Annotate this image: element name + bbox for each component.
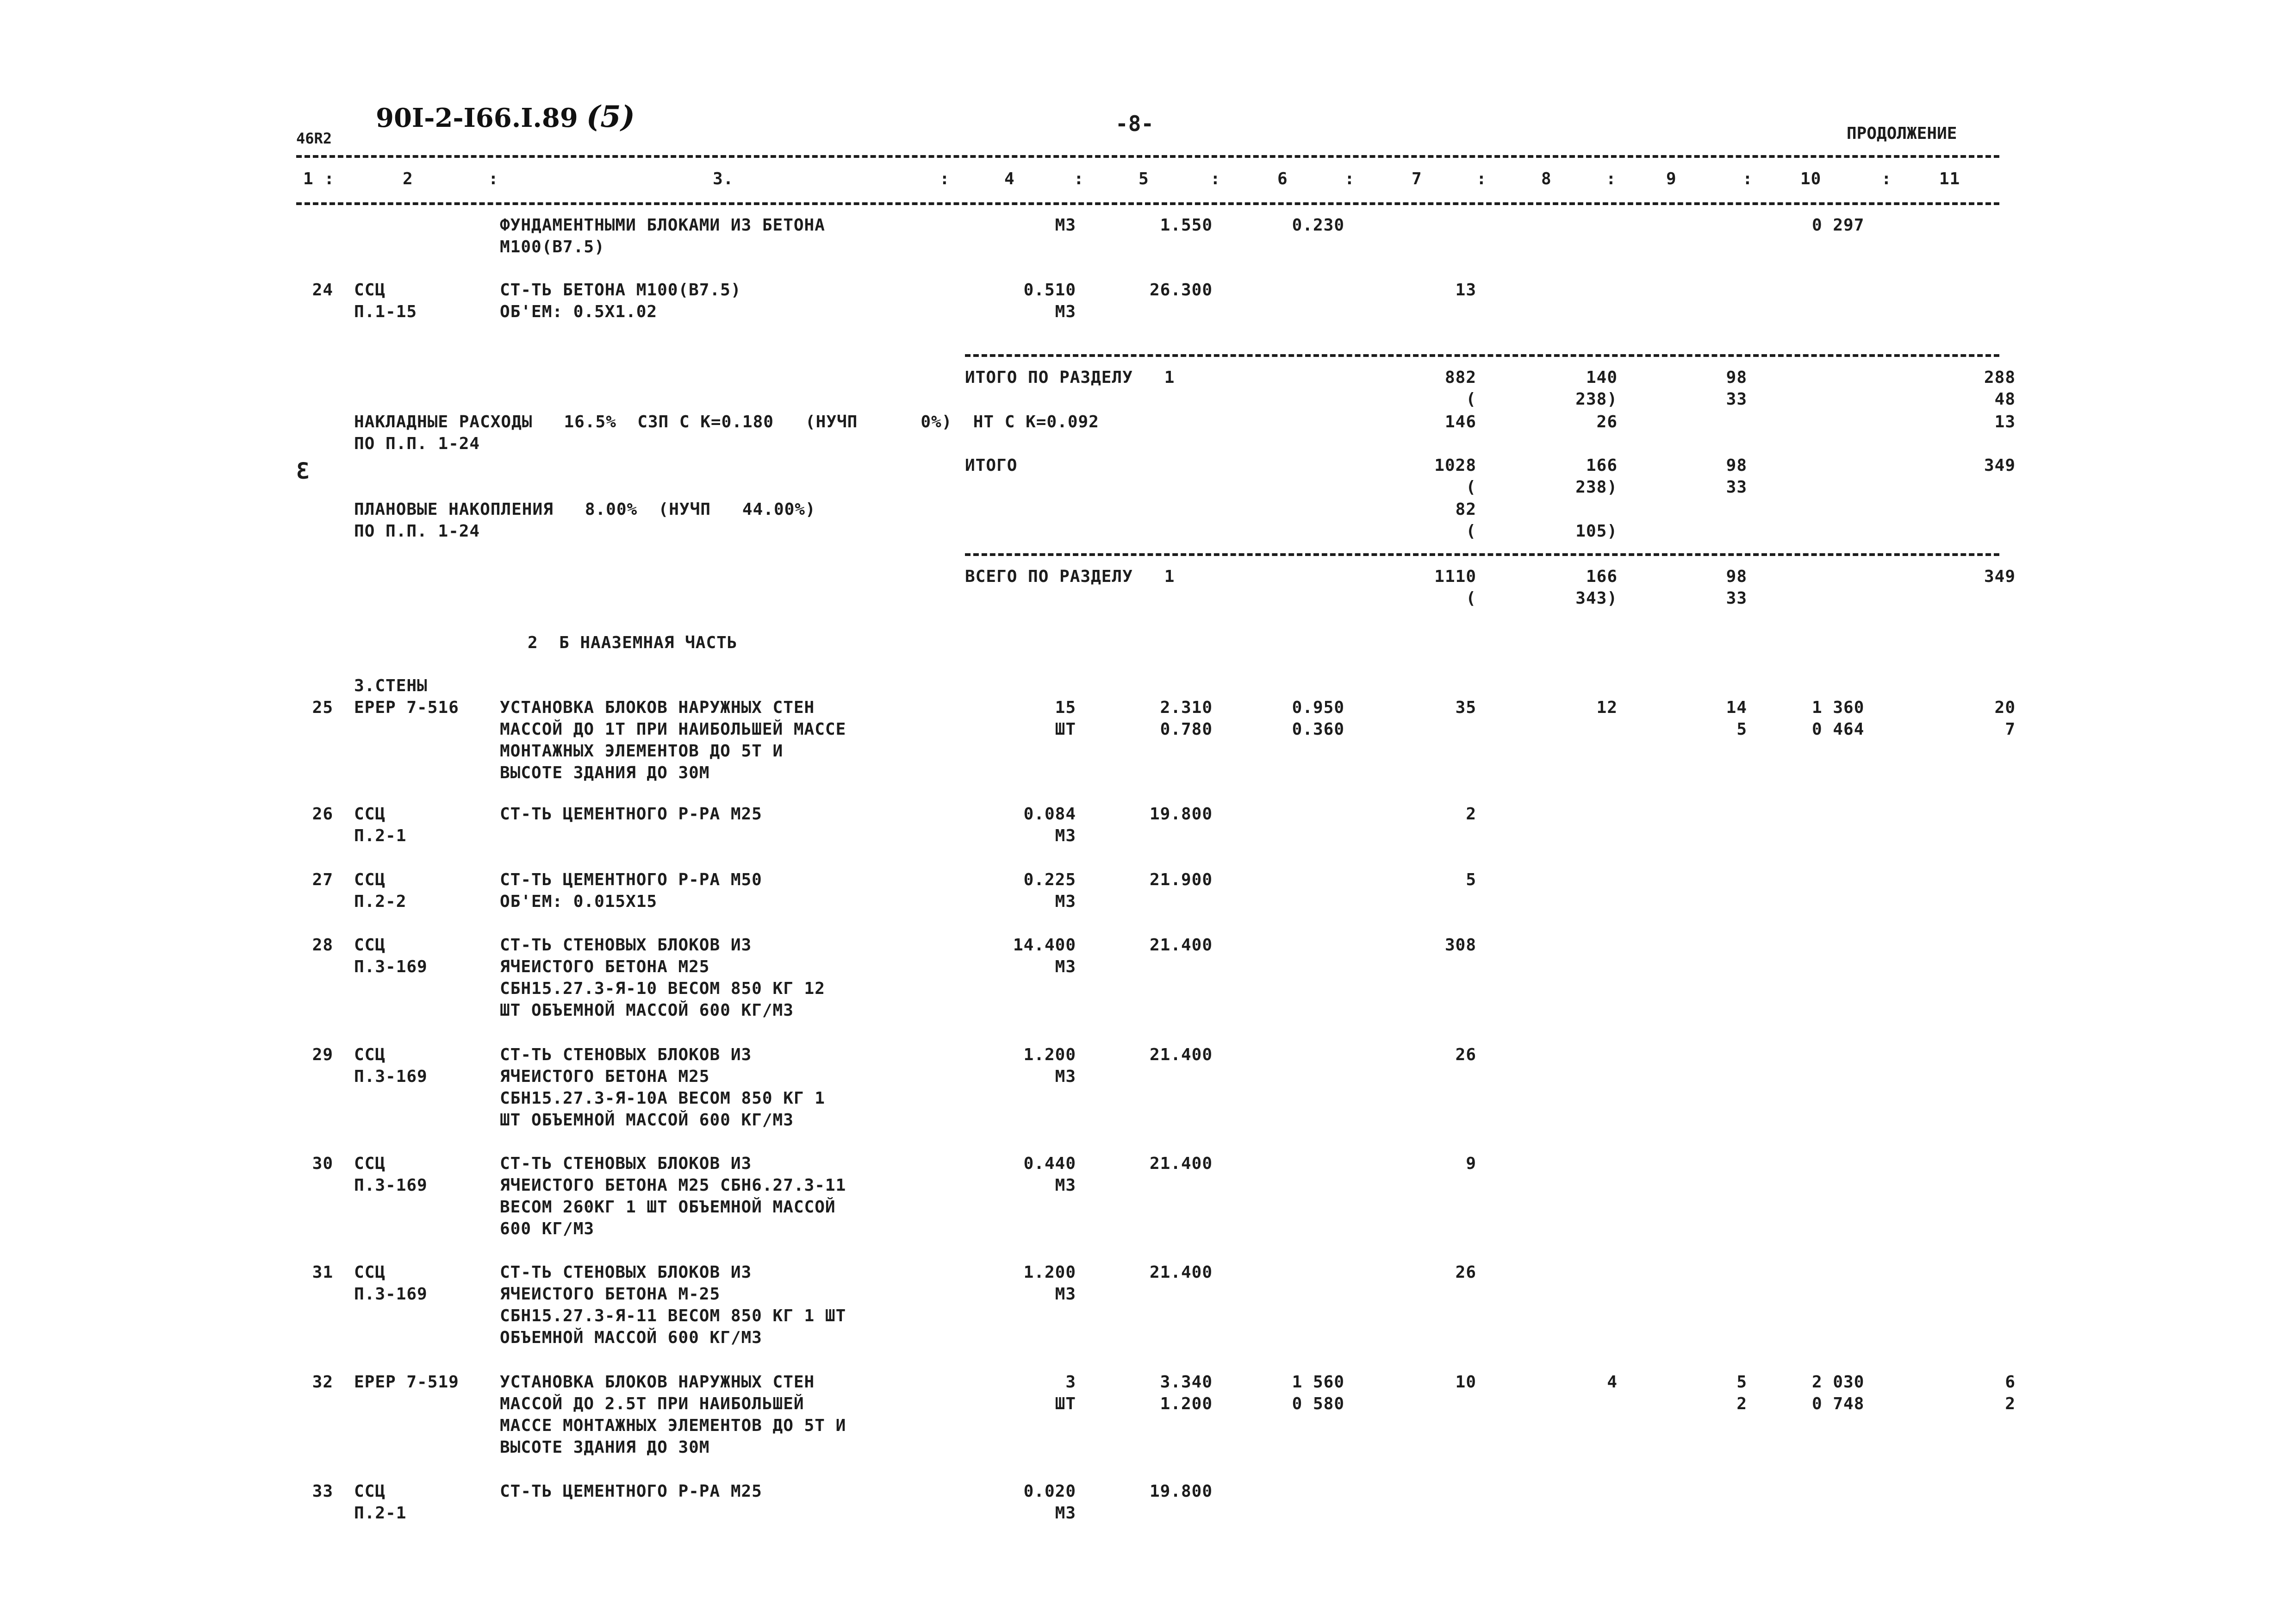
row-description: СТ-ТЬ СТЕНОВЫХ БЛОКОВ ИЗ (500, 1263, 752, 1282)
itogo-label: ИТОГО (965, 456, 1018, 475)
row-description: ОБ'ЕМ: 0.5Х1.02 (500, 302, 658, 321)
row-labor: 0 748 (1812, 1394, 1865, 1413)
section-title: 2 Б НААЗЕМНАЯ ЧАСТЬ (528, 633, 738, 652)
vsego-razdel-c9: 33 (1726, 589, 1747, 608)
row-col8: 12 (1596, 698, 1618, 717)
row-code: ССЦ (354, 805, 386, 824)
row-code: П.1-15 (354, 302, 417, 321)
summary-rule-bottom (965, 553, 1999, 556)
row-total-cost: 35 (1455, 698, 1476, 717)
planned-savings-text: ПЛАНОВЫЕ НАКОПЛЕНИЯ 8.00% (НУЧП 44.00%) (354, 500, 816, 519)
row-wage-price: 0.360 (1292, 720, 1344, 739)
row-labor: 0 464 (1812, 720, 1865, 739)
header-bottom-rule (296, 202, 1999, 205)
row-quantity: 1.200 (1023, 1263, 1076, 1282)
row-quantity: М3 (1055, 957, 1076, 976)
column-header-0: 1 : (303, 169, 335, 188)
row-wage-price: 0 580 (1292, 1394, 1344, 1413)
itogo-razdel-c9: 33 (1726, 390, 1747, 409)
row-total-cost: 308 (1444, 936, 1476, 955)
overhead-c11: 13 (1994, 412, 2016, 431)
column-header-11: 7 (1412, 169, 1422, 188)
row-unit-price: 21.900 (1149, 870, 1213, 889)
row-col11: 20 (1994, 698, 2016, 717)
row-number: 25 (312, 698, 333, 717)
row-description: СБН15.27.3-Я-10 ВЕСОМ 850 КГ 12 (500, 979, 825, 998)
column-header-10: : (1344, 169, 1355, 188)
row-unit-price: 19.800 (1149, 1482, 1213, 1501)
page-number: -8- (1115, 111, 1154, 136)
row-unit-price: 21.400 (1149, 1045, 1213, 1064)
row-description: ОБЪЕМНОЙ МАССОЙ 600 КГ/М3 (500, 1328, 762, 1347)
column-header-14: : (1606, 169, 1617, 188)
vsego-razdel-label: ВСЕГО ПО РАЗДЕЛУ 1 (965, 567, 1175, 586)
row-code: ЕРЕР 7-516 (354, 698, 459, 717)
row-code: П.3-169 (354, 1067, 428, 1086)
row-description: СБН15.27.3-Я-10А ВЕСОМ 850 КГ 1 (500, 1089, 825, 1108)
row-quantity: М3 (1055, 1067, 1076, 1086)
row-unit-price: 21.400 (1149, 1263, 1213, 1282)
column-header-16: : (1742, 169, 1753, 188)
row-code: П.3-169 (354, 1285, 428, 1304)
row-description: УСТАНОВКА БЛОКОВ НАРУЖНЫХ СТЕН (500, 1373, 815, 1392)
row-number: 28 (312, 936, 333, 955)
row-wage-price: 0.230 (1292, 216, 1344, 235)
row-code: ССЦ (354, 1482, 386, 1501)
vsego-razdel-c7: 1110 (1434, 567, 1476, 586)
vsego-razdel-c11: 349 (1984, 567, 2016, 586)
column-header-5: 4 (1004, 169, 1015, 188)
column-header-13: 8 (1541, 169, 1552, 188)
itogo-razdel-c8: 140 (1586, 368, 1618, 387)
row-labor: 2 030 (1812, 1373, 1865, 1392)
row-description: ФУНДАМЕНТНЫМИ БЛОКАМИ ИЗ БЕТОНА (500, 216, 825, 235)
column-header-19: 11 (1939, 169, 1960, 188)
row-quantity: 1.200 (1023, 1045, 1076, 1064)
column-header-4: : (940, 169, 950, 188)
row-number: 31 (312, 1263, 333, 1282)
row-code: ССЦ (354, 281, 386, 300)
row-number: 27 (312, 870, 333, 889)
row-quantity: М3 (1055, 1285, 1076, 1304)
row-code: П.2-1 (354, 826, 407, 845)
row-quantity: 15 (1055, 698, 1076, 717)
itogo-c7: ( (1466, 478, 1476, 497)
itogo-razdel-c11: 48 (1994, 390, 2016, 409)
document-code-number: 90I-2-I66.I.89 (376, 103, 578, 133)
overhead-subtext: ПО П.П. 1-24 (354, 434, 480, 453)
row-wage-price: 0.950 (1292, 698, 1344, 717)
row-description: СТ-ТЬ БЕТОНА М100(В7.5) (500, 281, 741, 300)
row-description: М100(В7.5) (500, 237, 605, 256)
row-description: СТ-ТЬ ЦЕМЕНТНОГО Р-РА М25 (500, 1482, 762, 1501)
row-unit-price: 21.400 (1149, 1154, 1213, 1173)
row-number: 26 (312, 805, 333, 824)
row-number: 24 (312, 281, 333, 300)
row-description: ЯЧЕИСТОГО БЕТОНА М25 СБН6.27.3-11 (500, 1176, 846, 1195)
continuation-label: ПРОДОЛЖЕНИЕ (1847, 124, 1957, 143)
summary-rule-top (965, 354, 1999, 357)
vsego-razdel-c8: 343) (1575, 589, 1618, 608)
row-description: МАССОЙ ДО 1Т ПРИ НАИБОЛЬШЕЙ МАССЕ (500, 720, 846, 739)
itogo-c11: 349 (1984, 456, 2016, 475)
row-total-cost: 9 (1466, 1154, 1476, 1173)
row-code: П.3-169 (354, 957, 428, 976)
row-number: 32 (312, 1373, 333, 1392)
itogo-razdel-c7: ( (1466, 390, 1476, 409)
row-quantity: М3 (1055, 1176, 1076, 1195)
column-header-12: : (1476, 169, 1487, 188)
row-description: ВЫСОТЕ ЗДАНИЯ ДО 30М (500, 1438, 710, 1457)
row-description: ШТ ОБЪЕМНОЙ МАССОЙ 600 КГ/М3 (500, 1001, 794, 1020)
row-code: ССЦ (354, 870, 386, 889)
itogo-c8: 238) (1575, 478, 1618, 497)
row-description: СТ-ТЬ ЦЕМЕНТНОГО Р-РА М50 (500, 870, 762, 889)
row-quantity: М3 (1055, 216, 1076, 235)
column-header-8: : (1210, 169, 1221, 188)
row-unit-price: 26.300 (1149, 281, 1213, 300)
row-quantity: 0.084 (1023, 805, 1076, 824)
row-total-cost: 26 (1455, 1045, 1476, 1064)
column-header-1: 2 (403, 169, 413, 188)
row-total-cost: 10 (1455, 1373, 1476, 1392)
itogo-c8: 166 (1586, 456, 1618, 475)
planned-savings-c7: ( (1466, 522, 1476, 541)
row-code: ССЦ (354, 1154, 386, 1173)
row-code: ЕРЕР 7-519 (354, 1373, 459, 1392)
planned-savings-c7: 82 (1455, 500, 1476, 519)
itogo-razdel-c8: 238) (1575, 390, 1618, 409)
subsection-title: 3.СТЕНЫ (354, 676, 428, 695)
row-code: ССЦ (354, 1263, 386, 1282)
row-quantity: 0.225 (1023, 870, 1076, 889)
row-total-cost: 13 (1455, 281, 1476, 300)
row-code: П.2-2 (354, 892, 407, 911)
row-quantity: М3 (1055, 826, 1076, 845)
row-code: ССЦ (354, 936, 386, 955)
row-col8: 4 (1607, 1373, 1618, 1392)
row-description: ЯЧЕИСТОГО БЕТОНА М25 (500, 1067, 710, 1086)
row-unit-price: 3.340 (1160, 1373, 1213, 1392)
overhead-text: НАКЛАДНЫЕ РАСХОДЫ 16.5% СЗП С К=0.180 (НУЧП 0%) НТ С К=0.092 (354, 412, 1099, 431)
row-code: П.3-169 (354, 1176, 428, 1195)
row-quantity: 14.400 (1013, 936, 1076, 955)
row-description: УСТАНОВКА БЛОКОВ НАРУЖНЫХ СТЕН (500, 698, 815, 717)
row-number: 30 (312, 1154, 333, 1173)
row-col11: 2 (2005, 1394, 2016, 1413)
column-header-2: : (488, 169, 499, 188)
vsego-razdel-c9: 98 (1726, 567, 1747, 586)
row-unit-price: 1.550 (1160, 216, 1213, 235)
row-quantity: 0.020 (1023, 1482, 1076, 1501)
column-header-9: 6 (1277, 169, 1288, 188)
itogo-c9: 33 (1726, 478, 1747, 497)
document-code (376, 100, 635, 134)
row-total-cost: 2 (1466, 805, 1476, 824)
column-header-17: 10 (1800, 169, 1822, 188)
document-code-handwritten: (5) (586, 100, 635, 134)
row-col9: 2 (1736, 1394, 1747, 1413)
row-quantity: ШТ (1055, 720, 1076, 739)
row-description: МАССОЙ ДО 2.5Т ПРИ НАИБОЛЬШЕЙ (500, 1394, 804, 1413)
column-header-7: 5 (1139, 169, 1149, 188)
row-description: ВЫСОТЕ ЗДАНИЯ ДО 30М (500, 763, 710, 782)
row-labor: 0 297 (1812, 216, 1865, 235)
row-number: 33 (312, 1482, 333, 1501)
row-total-cost: 26 (1455, 1263, 1476, 1282)
overhead-c7: 146 (1444, 412, 1476, 431)
row-quantity: 3 (1065, 1373, 1076, 1392)
row-description: СТ-ТЬ ЦЕМЕНТНОГО Р-РА М25 (500, 805, 762, 824)
row-description: СТ-ТЬ СТЕНОВЫХ БЛОКОВ ИЗ (500, 1045, 752, 1064)
row-unit-price: 19.800 (1149, 805, 1213, 824)
row-description: ШТ ОБЪЕМНОЙ МАССОЙ 600 КГ/М3 (500, 1111, 794, 1130)
itogo-razdel-label: ИТОГО ПО РАЗДЕЛУ 1 (965, 368, 1175, 387)
planned-savings-c8: 105) (1575, 522, 1618, 541)
row-code: ССЦ (354, 1045, 386, 1064)
row-unit-price: 2.310 (1160, 698, 1213, 717)
row-description: СБН15.27.3-Я-11 ВЕСОМ 850 КГ 1 ШТ (500, 1306, 846, 1325)
row-quantity: М3 (1055, 302, 1076, 321)
row-description: ЯЧЕИСТОГО БЕТОНА М25 (500, 957, 710, 976)
column-header-15: 9 (1666, 169, 1677, 188)
row-quantity: 0.440 (1023, 1154, 1076, 1173)
margin-mark: Ɛ (296, 458, 310, 484)
row-quantity: М3 (1055, 1504, 1076, 1523)
row-quantity: М3 (1055, 892, 1076, 911)
row-total-cost: 5 (1466, 870, 1476, 889)
row-description: МАССЕ МОНТАЖНЫХ ЭЛЕМЕНТОВ ДО 5Т И (500, 1416, 846, 1435)
row-description: ОБ'ЕМ: 0.015Х15 (500, 892, 658, 911)
row-description: СТ-ТЬ СТЕНОВЫХ БЛОКОВ ИЗ (500, 1154, 752, 1173)
row-quantity: ШТ (1055, 1394, 1076, 1413)
row-col11: 6 (2005, 1373, 2016, 1392)
vsego-razdel-c7: ( (1466, 589, 1476, 608)
itogo-razdel-c11: 288 (1984, 368, 2016, 387)
row-col9: 14 (1726, 698, 1747, 717)
vsego-razdel-c8: 166 (1586, 567, 1618, 586)
itogo-razdel-c7: 882 (1444, 368, 1476, 387)
row-description: 600 КГ/М3 (500, 1219, 595, 1238)
row-unit-price: 21.400 (1149, 936, 1213, 955)
column-header-3: 3. (713, 169, 734, 188)
row-description: СТ-ТЬ СТЕНОВЫХ БЛОКОВ ИЗ (500, 936, 752, 955)
row-description: ВЕСОМ 260КГ 1 ШТ ОБЪЕМНОЙ МАССОЙ (500, 1198, 836, 1217)
row-description: МОНТАЖНЫХ ЭЛЕМЕНТОВ ДО 5Т И (500, 742, 784, 761)
itogo-c7: 1028 (1434, 456, 1476, 475)
row-number: 29 (312, 1045, 333, 1064)
row-col9: 5 (1736, 1373, 1747, 1392)
itogo-razdel-c9: 98 (1726, 368, 1747, 387)
column-header-6: : (1074, 169, 1084, 188)
left-mark: 46R2 (296, 130, 332, 147)
overhead-c8: 26 (1596, 412, 1618, 431)
itogo-c9: 98 (1726, 456, 1747, 475)
planned-savings-subtext: ПО П.П. 1-24 (354, 522, 480, 541)
row-code: П.2-1 (354, 1504, 407, 1523)
row-unit-price: 1.200 (1160, 1394, 1213, 1413)
row-col9: 5 (1736, 720, 1747, 739)
row-description: ЯЧЕИСТОГО БЕТОНА М-25 (500, 1285, 721, 1304)
row-unit-price: 0.780 (1160, 720, 1213, 739)
row-labor: 1 360 (1812, 698, 1865, 717)
row-quantity: 0.510 (1023, 281, 1076, 300)
row-col11: 7 (2005, 720, 2016, 739)
row-wage-price: 1 560 (1292, 1373, 1344, 1392)
column-header-18: : (1881, 169, 1892, 188)
header-top-rule (296, 155, 1999, 158)
